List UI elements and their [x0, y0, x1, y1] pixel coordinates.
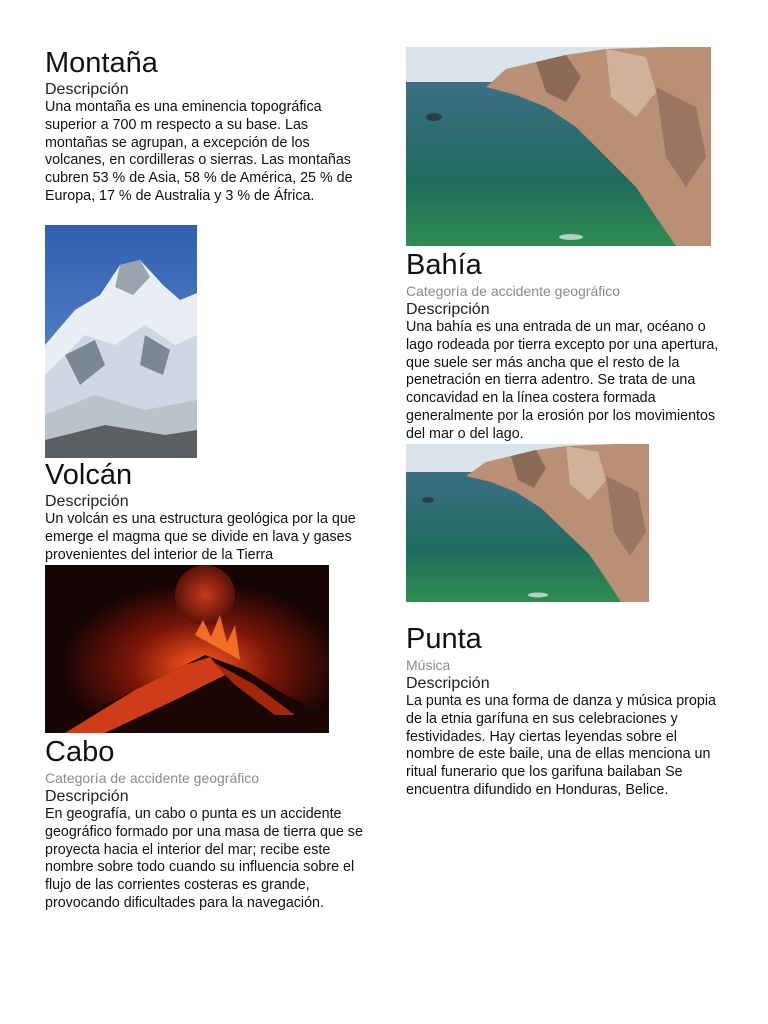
cabo-title: Cabo: [45, 736, 115, 768]
section-cabo: [45, 735, 363, 913]
section-volcan: [45, 458, 363, 564]
bay-image-large: [406, 47, 711, 246]
cabo-category: Categoría de accidente geográfico: [45, 770, 260, 786]
bahia-category: Categoría de accidente geográfico: [406, 283, 621, 299]
volcano-image: [45, 565, 329, 733]
section-montana: [45, 46, 363, 206]
section-bahia: [406, 248, 728, 444]
bahia-description-label: Descripción: [406, 301, 490, 318]
montana-description-label: Descripción: [45, 81, 129, 98]
punta-category: Música: [406, 657, 451, 673]
cabo-description-text: En geografía, un cabo o punta es un accidente geográfico formado por una masa de tierra que se proyecta hacia el interior del mar; recibe este nombre sobre todo cuando su influencia sobre el flujo de las corrientes costeras es grande, provocando dificultades para la navegación.: [45, 806, 363, 911]
punta-description-label: Descripción: [406, 675, 490, 692]
punta-title: Punta: [406, 623, 482, 655]
cabo-description-label: Descripción: [45, 788, 129, 805]
volcan-description-label: Descripción: [45, 493, 129, 510]
montana-title: Montaña: [45, 47, 158, 79]
volcan-title: Volcán: [45, 459, 133, 491]
bahia-description-text: Una bahía es una entrada de un mar, océano o lago rodeada por tierra excepto por una apertura, que suele ser más ancha que el resto de la penetración en tierra adentro. Se trata de una concavidad en la línea costera formada generalmente por la erosión por los movimientos del mar o del lago.: [406, 319, 719, 442]
volcan-description-text: Un volcán es una estructura geológica por la que emerge el magma que se divide en lava y gases provenientes del interior de la Tierra: [45, 511, 356, 563]
bahia-title: Bahía: [406, 249, 482, 281]
bay-image-small: [406, 444, 649, 602]
section-punta: [406, 622, 728, 800]
punta-description-text: La punta es una forma de danza y música propia de la etnia garífuna en sus celebraciones y festividades. Hay ciertas leyendas sobre el nombre de este baile, una de ellas menciona un ritual funerario que los garifuna bailaban Se encuentra difundido en Honduras, Belice.: [406, 693, 716, 798]
montana-description-text: Una montaña es una eminencia topográfica superior a 700 m respecto a su base. Las montañas se agrupan, a excepción de los volcanes, en cordilleras o sierras. Las montañas cubren 53 % de Asia, 58 % de América, 25 % de Europa, 17 % de Australia y 3 % de África.: [45, 99, 353, 204]
mountain-image: [45, 225, 197, 458]
